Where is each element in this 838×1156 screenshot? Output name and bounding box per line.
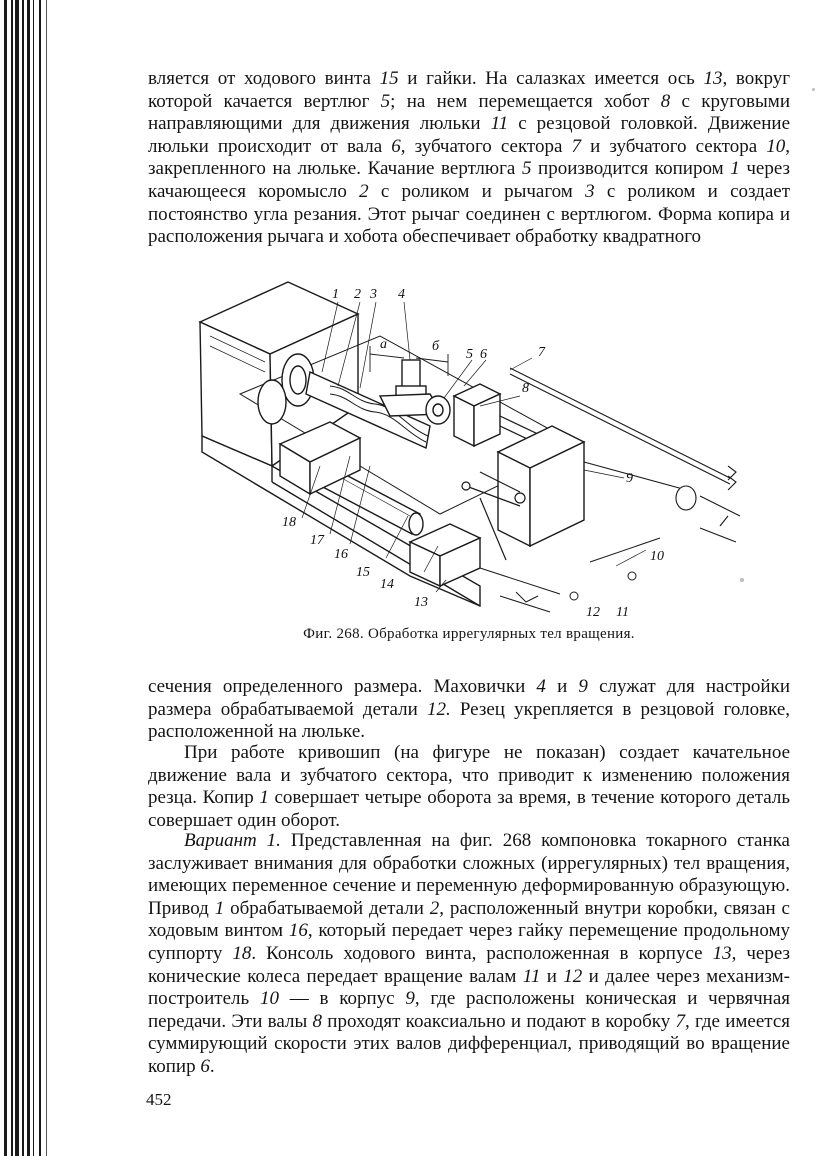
text-run: и (545, 676, 579, 697)
tool-head (380, 360, 450, 424)
text-run: служат для настройки размера обрабатываемой детали (148, 676, 790, 720)
text-run: , где имеется суммирующий скорости этих валов дифференциал, приводящий во вращение копир (148, 1010, 791, 1077)
italic-ref: 8 (312, 1010, 322, 1032)
text-run: Представленная на фиг. 268 компоновка токарного станка заслуживает внимания для обработки сложных (иррегулярных) тел вращения, имеющих переменное сечение и переменную деформированную образующую. Привод (148, 830, 790, 919)
fig-label-3: 3 (370, 287, 377, 302)
text-run: . (209, 1055, 215, 1077)
text-run: и (540, 965, 564, 987)
fig-label-16: 16 (334, 547, 348, 562)
italic-ref: 13 (703, 68, 723, 89)
italic-ref: 9 (405, 988, 415, 1010)
text-run: с круговыми направляющими для движения люльки (148, 90, 790, 135)
paragraph-2 (148, 676, 790, 744)
italic-ref: 7 (571, 135, 582, 157)
italic-ref: 1 (730, 158, 740, 180)
fig-label-4: 4 (398, 287, 405, 302)
text-run: . Консоль ходового винта, расположенная в корпусе (251, 942, 713, 964)
book-binding-shadow (0, 0, 60, 1156)
italic-ref: 1 (259, 787, 269, 809)
scan-speck (812, 88, 815, 91)
fig-label-14: 14 (380, 577, 394, 592)
text-run: , где расположены коническая и червячная передачи. Эти валы (148, 988, 790, 1032)
text-run: и зубчатого сектора (581, 135, 767, 157)
text-run: , закрепленного на люльке. Качание вертлюга (148, 135, 791, 180)
fig-label-10: 10 (650, 549, 664, 564)
fig-label-18: 18 (282, 515, 296, 530)
italic-ref: Вариант 1. (184, 830, 281, 851)
italic-ref: 3 (585, 180, 595, 202)
text-run: с роликом и создает постоянство угла резания. Этот рычаг соединен с вертлюгом. Форма копира и расположения рычага и хобота обеспечивает обработку квадратного (148, 180, 790, 248)
italic-ref: 13 (712, 942, 732, 964)
italic-ref: 6 (200, 1055, 210, 1077)
italic-ref: 4 (536, 676, 546, 697)
italic-ref: 11 (522, 965, 541, 987)
text-run: проходят коаксиально и подают в коробку (322, 1010, 676, 1032)
fig-label-7: 7 (538, 345, 545, 360)
fig-label-b: б (432, 339, 440, 354)
italic-ref: 6 (391, 135, 401, 157)
text-run: При работе кривошип (на фигуре не показан) создает качательное движение вала и зубчатого сектора, что приводит к изменению положения резца. Копир (148, 742, 790, 809)
italic-ref: 11 (490, 113, 509, 135)
text-run: , через конические колеса передает вращение валам (148, 942, 790, 987)
italic-ref: 8 (660, 90, 671, 112)
fig-label-11: 11 (616, 605, 629, 620)
italic-ref: 1 (214, 897, 225, 919)
lathe-figure (180, 276, 760, 621)
text-run: — в корпус (278, 988, 406, 1010)
fig-label-5: 5 (466, 347, 473, 362)
paragraph-4 (148, 830, 790, 1079)
fig-label-6: 6 (480, 347, 487, 362)
text-run: с резцовой головкой. Движение люльки происходит от вала (148, 113, 791, 157)
lower-shafts (480, 538, 660, 612)
text-run: , зубчатого сектора (400, 135, 572, 157)
italic-ref: 7 (675, 1010, 685, 1032)
text-run: через качающееся коромысло (148, 158, 790, 202)
fig-label-9: 9 (626, 471, 633, 486)
text-run: обрабатываемой детали (224, 897, 430, 919)
fig-label-12: 12 (586, 605, 600, 620)
text-run: , расположенный внутри коробки, связан с ходовым винтом (148, 897, 790, 942)
text-run: и гайки. На салазках имеется ось (398, 68, 704, 89)
text-run: ; на нем перемещается хобот (390, 90, 661, 112)
fig-label-8: 8 (522, 381, 529, 396)
text-run: совершает четыре оборота за время, в течение которого деталь совершает один оборот. (148, 787, 790, 831)
fig-label-17: 17 (310, 533, 324, 548)
italic-ref: 5 (380, 90, 391, 112)
italic-ref: 16 (288, 920, 308, 942)
text-run: сечения определенного размера. Маховички (148, 676, 537, 697)
page-number: 452 (146, 1090, 172, 1109)
italic-ref: 2 (359, 180, 369, 202)
italic-ref: 10 (259, 988, 279, 1010)
text-run: производится копиром (531, 158, 731, 180)
text-run: и далее через механизм-построитель (148, 965, 790, 1010)
fig-label-15: 15 (356, 565, 370, 580)
italic-ref: 10 (766, 135, 786, 157)
italic-ref: 2 (429, 897, 440, 919)
fig-label-a: а (380, 337, 387, 352)
text-run: с роликом и рычагом (368, 180, 586, 202)
figure-caption: Фиг. 268. Обработка иррегулярных тел вращения. (303, 626, 635, 642)
gearbox-9 (498, 426, 584, 546)
text-run: Резец укрепляется в резцовой головке, расположенной на люльке. (148, 698, 790, 743)
paragraph-top (148, 68, 790, 249)
text-run: , который передает через гайку перемещение продольному суппорту (148, 920, 790, 964)
italic-ref: 12. (426, 698, 451, 720)
italic-ref: 18 (232, 942, 252, 964)
paragraph-3 (148, 742, 790, 832)
italic-ref: 12 (563, 965, 583, 987)
fig-label-13: 13 (414, 595, 428, 610)
fig-label-2: 2 (354, 287, 361, 302)
text-run: вляется от ходового винта (148, 68, 380, 89)
fig-label-1: 1 (332, 287, 339, 302)
italic-ref: 5 (521, 158, 532, 180)
text-run: , вокруг которой качается вертлюг (148, 68, 791, 112)
italic-ref: 15 (379, 68, 399, 89)
italic-ref: 9 (578, 676, 588, 697)
